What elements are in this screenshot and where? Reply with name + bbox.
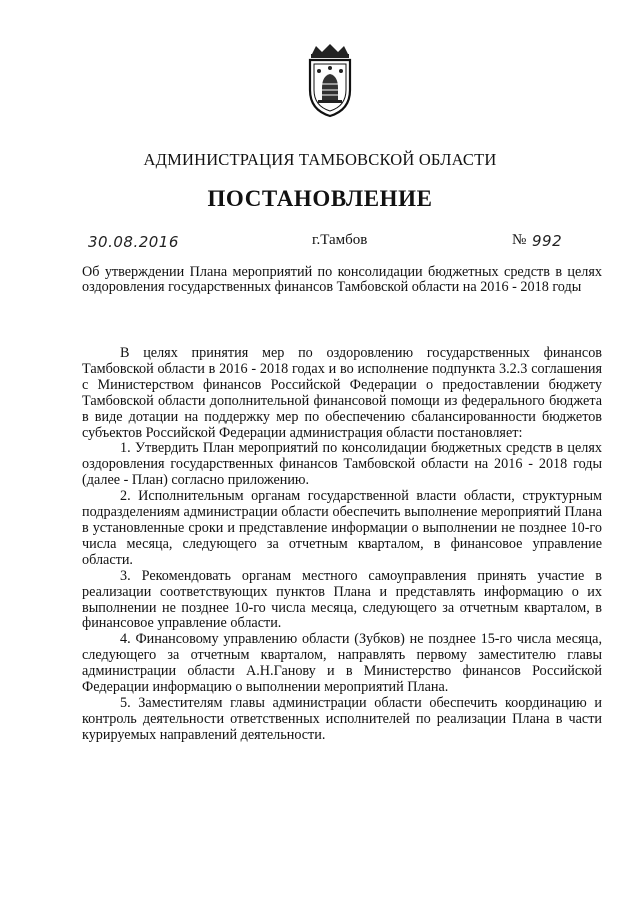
document-body [82, 346, 602, 744]
document-number: 992 [532, 232, 563, 250]
preamble-paragraph: В целях принятия мер по оздоровлению государственных финансов Тамбовской области в 2016 - 2018 годах и во исполнение подпункта 3.2.3 соглашения с Министерством финансов Российской Федерации о предоставлении бюджету Тамбовской области дополнительной финансовой помощи из федерального бюджета в виде дотации на поддержку мер по обеспечению сбалансированности бюджетов субъектов Российской Федерации администрация области постановляет: [82, 345, 602, 441]
document-type-title: ПОСТАНОВЛЕНИЕ [207, 186, 433, 211]
document-date: 30.08.2016 [88, 233, 179, 251]
coat-of-arms-icon [302, 44, 358, 118]
number-label: № [512, 232, 527, 248]
clause-paragraph: 1. Утвердить План мероприятий по консолидации бюджетных средств в целях оздоровления государственных финансов Тамбовской области на 2016 - 2018 годы (далее - План) согласно приложению. [82, 440, 602, 489]
clause-paragraph: 2. Исполнительным органам государственной власти области, структурным подразделениям администрации области обеспечить выполнение мероприятий Плана в установленные сроки и представление информации о выполнении не позднее 10-го числа месяца, следующего за отчетным кварталом, в финансовое управление области. [82, 488, 602, 568]
city-name: г.Тамбов [312, 232, 368, 248]
document-subject: Об утверждении Плана мероприятий по консолидации бюджетных средств в целях оздоровления государственных финансов Тамбовской области на 2016 - 2018 годы [82, 264, 602, 295]
clause-paragraph: 5. Заместителям главы администрации области обеспечить координацию и контроль деятельности ответственных исполнителей по реализации Плана в части курируемых направлений деятельности. [82, 694, 602, 743]
clause-paragraph: 3. Рекомендовать органам местного самоуправления принять участие в реализации соответствующих пунктов Плана и представлять информацию о их выполнении не позднее 10-го числа месяца, следующего за отчетным кварталом, в финансовое управление области. [82, 567, 602, 632]
organization-name: АДМИНИСТРАЦИЯ ТАМБОВСКОЙ ОБЛАСТИ [143, 150, 497, 169]
clause-paragraph: 4. Финансовому управлению области (Зубков) не позднее 15-го числа месяца, следующего за отчетным кварталом, направлять первому заместителю главы администрации области А.Н.Ганову и в Министерство финансов Российской Федерации информацию о выполнении мероприятий Плана. [82, 631, 602, 696]
